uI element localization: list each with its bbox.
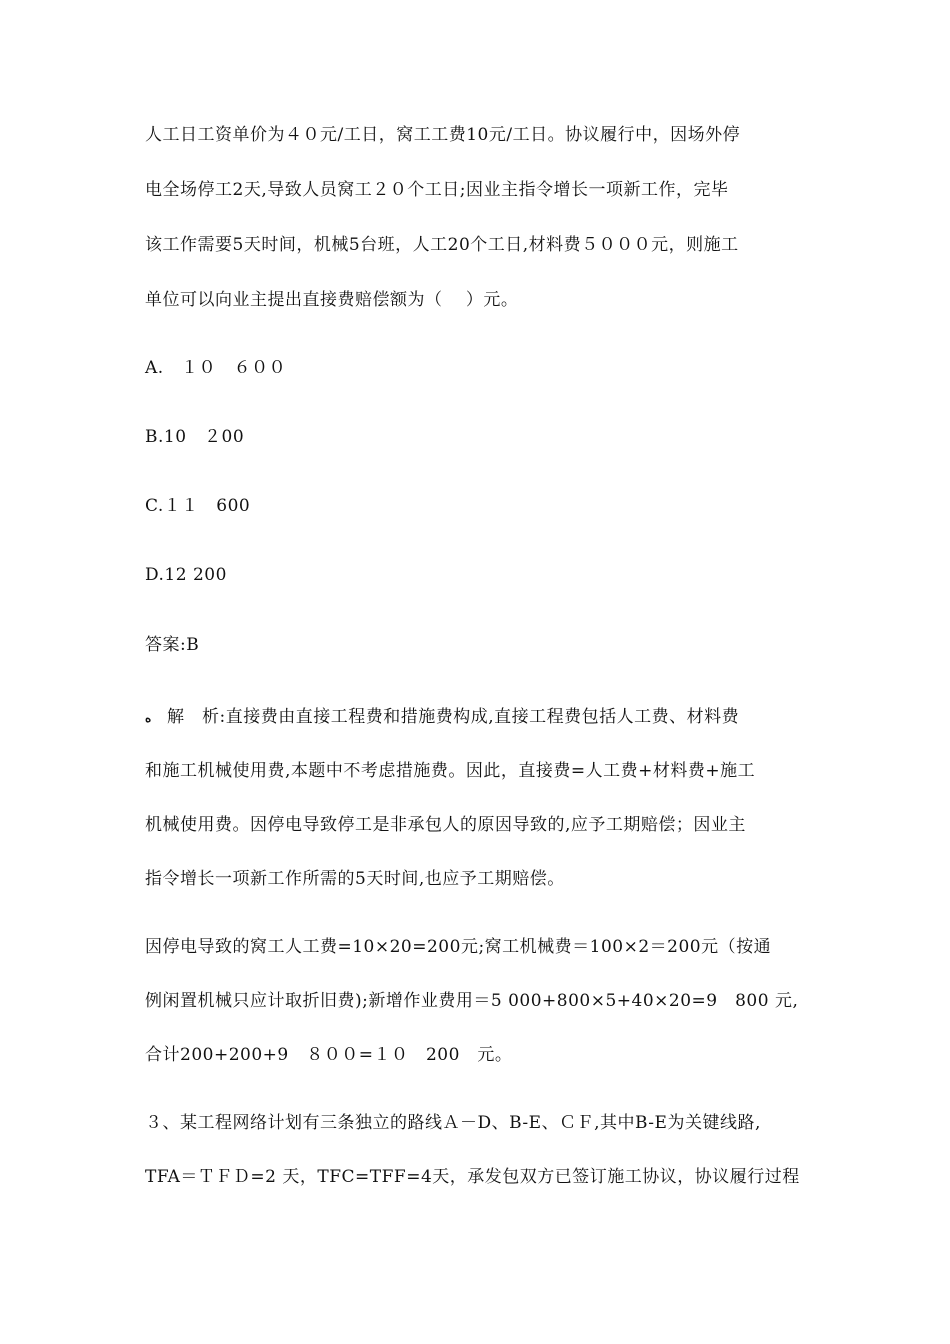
bullet-glyph: ﻩ xyxy=(145,711,152,725)
analysis-text: 解 析:直接费由直接工程费和措施费构成,直接工程费包括人工费、材料费 xyxy=(167,707,740,727)
analysis-line xyxy=(145,706,739,729)
option-a: A. １０ ６００ xyxy=(145,358,287,378)
answer-line: 答案:B xyxy=(145,635,200,655)
option-d: D.12 200 xyxy=(145,565,227,585)
question-line: 人工日工资单价为４０元/工日，窝工工费10元/工日。协议履行中，因场外停 xyxy=(145,125,741,145)
question-line: 电全场停工2天,导致人员窝工２０个工日;因业主指令增长一项新工作，完毕 xyxy=(145,180,729,200)
question-line: 单位可以向业主提出直接费赔偿额为（ ）元。 xyxy=(145,290,519,310)
next-question-line: ３、某工程网络计划有三条独立的路线Ａ－D、B-E、ＣＦ,其中B-E为关键线路, xyxy=(145,1113,761,1133)
analysis-line: 指令增长一项新工作所需的5天时间,也应予工期赔偿。 xyxy=(145,869,565,889)
analysis-line: 机械使用费。因停电导致停工是非承包人的原因导致的,应予工期赔偿；因业主 xyxy=(145,815,746,835)
analysis-line: 和施工机械使用费,本题中不考虑措施费。因此，直接费=人工费+材料费+施工 xyxy=(145,761,756,781)
question-line: 该工作需要5天时间，机械5台班，人工20个工日,材料费５０００元，则施工 xyxy=(145,235,739,255)
next-question-line: TFA＝ＴＦＤ=2 天，TFC=TFF=4天，承发包双方已签订施工协议，协议履行过程 xyxy=(145,1167,800,1187)
calculation-line: 因停电导致的窝工人工费=10×20=200元;窝工机械费＝100×2＝200元（按通 xyxy=(145,937,772,957)
calculation-line: 例闲置机械只应计取折旧费);新增作业费用＝5 000+800×5+40×20=9 800 元, xyxy=(145,991,799,1011)
calculation-line: 合计200+200+9 ８００=１０ 200 元。 xyxy=(145,1045,513,1065)
option-b: B.10 ２00 xyxy=(145,427,245,447)
option-c: C.１１ 600 xyxy=(145,496,251,516)
